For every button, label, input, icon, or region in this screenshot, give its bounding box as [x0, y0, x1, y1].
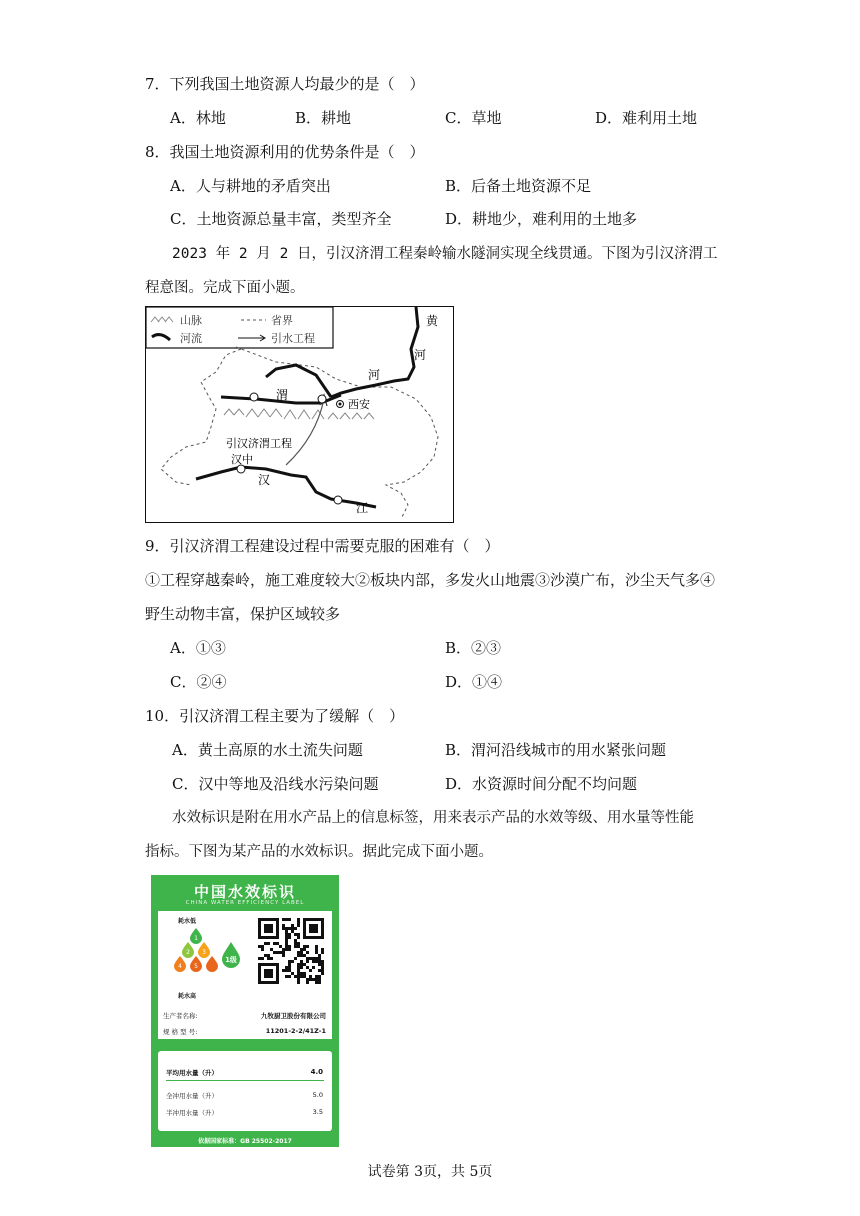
q9-option-a: A．①③	[170, 639, 226, 657]
q9-option-b: B．②③	[445, 639, 502, 657]
q9-option-d: D．①④	[445, 673, 503, 691]
drop-grade-label: 2	[186, 949, 190, 956]
q7-option-d: D．难利用土地	[595, 109, 698, 127]
half-key: 半冲用水量（升）	[166, 1109, 218, 1117]
avg-value: 4.0	[310, 1068, 323, 1076]
project-arrow	[286, 399, 324, 465]
maker-key: 生产者名称:	[163, 1012, 198, 1020]
project-map	[145, 306, 454, 523]
label-jiang: 江	[356, 501, 369, 515]
q10-stem: 10．引汉济渭工程主要为了缓解（ ）	[145, 707, 405, 725]
drop-grade-label: 1	[194, 935, 198, 942]
legend-border: 省界	[271, 314, 293, 327]
q8-option-b: B．后备土地资源不足	[445, 177, 592, 195]
q7-option-b: B．耕地	[295, 109, 352, 127]
label-subtitle: CHINA WATER EFFICIENCY LABEL	[185, 900, 305, 906]
q7-option-a: A．林地	[170, 109, 226, 127]
q10-option-c: C．汉中等地及沿线水污染问题	[172, 775, 379, 793]
label-high: 耗水高	[178, 993, 197, 1000]
city-marker	[318, 395, 326, 403]
intro1-line2: 程意图。完成下面小题。	[145, 280, 305, 296]
legend-mountain: 山脉	[180, 314, 202, 327]
water-efficiency-label	[151, 875, 339, 1147]
half-value: 3.5	[312, 1108, 323, 1116]
label-wei: 渭	[276, 388, 289, 402]
label-hanzhong: 汉中	[231, 453, 253, 466]
full-key: 全冲用水量（升）	[166, 1092, 218, 1100]
label-top-panel	[158, 911, 332, 1039]
standard-text: 依据国家标准：GB 25502-2017	[198, 1138, 292, 1145]
q7-stem: 7．下列我国土地资源人均最少的是（ ）	[145, 75, 425, 93]
svg-text:1级: 1级	[225, 956, 237, 964]
q10-option-d: D．水资源时间分配不均问题	[445, 775, 638, 793]
q8-option-c: C．土地资源总量丰富，类型齐全	[170, 210, 392, 228]
q7-option-c: C．草地	[445, 109, 502, 127]
page-footer: 试卷第 3页，共 5页	[367, 1164, 493, 1180]
intro2-line1: 水效标识是附在用水产品上的信息标签，用来表示产品的水效等级、用水量等性能	[172, 810, 694, 826]
hanzhong-marker	[237, 465, 245, 473]
full-value: 5.0	[312, 1091, 323, 1099]
label-title: 中国水效标识	[193, 883, 296, 901]
avg-key: 平均用水量（升）	[166, 1069, 218, 1077]
model-value: 11201-2-2/41Z-1	[265, 1027, 326, 1035]
drop-grade-5	[206, 956, 218, 972]
intro2-line2: 指标。下图为某产品的水效标识。据此完成下面小题。	[145, 844, 493, 860]
maker-value: 九牧厨卫股份有限公司	[261, 1012, 326, 1020]
drop-grade-label: 3	[202, 949, 206, 956]
label-han: 汉	[258, 473, 271, 487]
label-xian: 西安	[348, 398, 370, 411]
q8-option-d: D．耕地少，难利用的土地多	[445, 210, 638, 228]
grade-badge-icon	[220, 941, 242, 969]
legend-river: 河流	[180, 332, 202, 345]
label-low: 耗水低	[178, 918, 197, 925]
label-project: 引汉济渭工程	[226, 437, 292, 450]
legend-project: 引水工程	[271, 332, 315, 345]
intro1-line1: 2023 年 2 月 2 日，引汉济渭工程秦岭输水隧洞实现全线贯通。下图为引汉济渭工	[172, 246, 718, 262]
q9-body-line2: 野生动物丰富，保护区域较多	[145, 605, 341, 623]
city-marker	[250, 393, 258, 401]
model-key: 规 格 型 号:	[163, 1028, 198, 1036]
province-border	[161, 347, 438, 519]
q9-body-line1: ①工程穿越秦岭，施工难度较大②板块内部，多发火山地震③沙漠广布，沙尘天气多④	[145, 571, 716, 589]
q10-option-b: B．渭河沿线城市的用水紧张问题	[445, 741, 667, 759]
qr-code-icon	[258, 918, 324, 984]
q9-stem: 9．引汉济渭工程建设过程中需要克服的困难有（ ）	[145, 537, 500, 555]
drop-grade-label: 4	[178, 963, 182, 970]
drop-grade-label: 5	[194, 963, 198, 970]
label-he2: 河	[368, 368, 381, 382]
label-bottom-panel	[158, 1051, 332, 1131]
label-he1: 河	[414, 348, 427, 362]
q9-option-c: C．②④	[170, 673, 227, 691]
city-marker	[334, 496, 342, 504]
q8-option-a: A．人与耕地的矛盾突出	[170, 177, 331, 195]
q10-option-a: A．黄土高原的水土流失问题	[172, 741, 363, 759]
han-river	[196, 467, 376, 507]
q8-stem: 8．我国土地资源利用的优势条件是（ ）	[145, 143, 425, 161]
water-drops-icon	[166, 925, 226, 985]
label-huang: 黄	[426, 314, 439, 328]
